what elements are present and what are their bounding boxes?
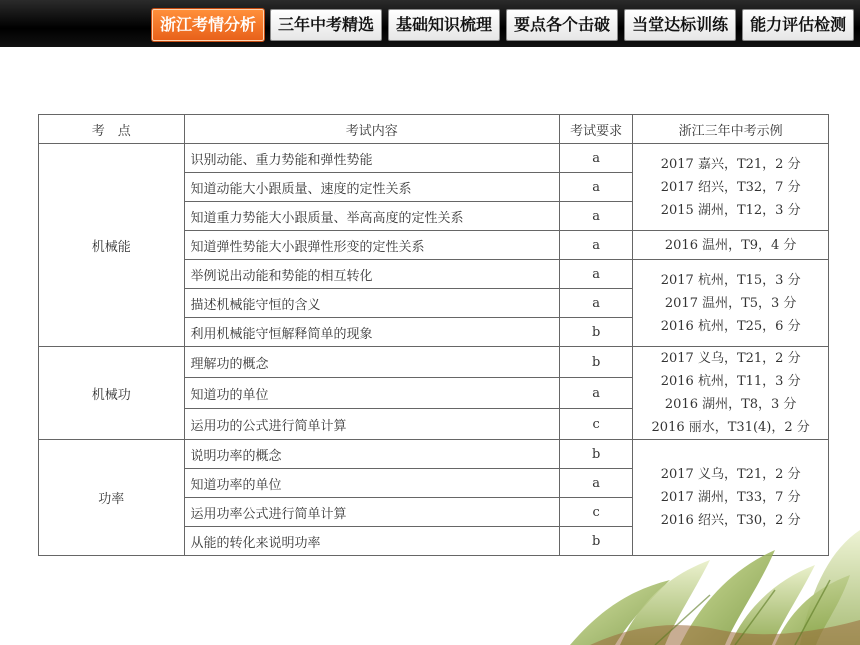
example-item: 2016 温州，T9，4 分 xyxy=(664,237,797,253)
example-item: 2017 湖州，T33，7 分 xyxy=(660,490,801,505)
example-item: 2017 义乌，T21，2 分 xyxy=(660,351,801,366)
requirement-cell: a xyxy=(559,202,632,231)
requirement-cell: c xyxy=(559,498,632,527)
example-item: 2017 杭州，T15，3 分 xyxy=(660,272,801,288)
requirement-cell: b xyxy=(559,347,632,378)
topic-cell: 机械功 xyxy=(39,347,185,440)
table-row xyxy=(39,347,829,378)
table-row xyxy=(39,144,829,173)
content-cell: 从能的转化来说明功率 xyxy=(184,527,559,556)
content-cell: 利用机械能守恒解释简单的现象 xyxy=(184,318,559,347)
example-item: 2015 湖州，T12，3 分 xyxy=(660,202,801,218)
requirement-cell: a xyxy=(559,260,632,289)
top-nav-bar xyxy=(0,0,860,47)
example-item: 2017 温州，T5，3 分 xyxy=(664,295,797,311)
tab-three-year-exams[interactable]: 三年中考精选 xyxy=(270,9,382,41)
table-header-row xyxy=(39,115,829,144)
examples-cell xyxy=(633,260,829,347)
example-item: 2016 绍兴，T30，2 分 xyxy=(660,513,801,528)
topic-cell: 机械能 xyxy=(39,144,185,347)
examples-cell xyxy=(633,144,829,231)
requirement-cell: a xyxy=(559,289,632,318)
content-cell: 知道功率的单位 xyxy=(184,469,559,498)
tab-basic-knowledge[interactable]: 基础知识梳理 xyxy=(388,9,500,41)
example-item: 2017 义乌，T21，2 分 xyxy=(660,467,801,482)
examples-cell xyxy=(633,347,829,440)
table-row xyxy=(39,440,829,469)
tab-ability-assessment[interactable]: 能力评估检测 xyxy=(742,9,854,41)
example-item: 2016 湖州，T8，3 分 xyxy=(664,397,797,412)
content-cell: 描述机械能守恒的含义 xyxy=(184,289,559,318)
example-item: 2016 杭州，T11，3 分 xyxy=(660,374,801,389)
content-cell: 知道重力势能大小跟质量、举高高度的定性关系 xyxy=(184,202,559,231)
content-cell: 知道弹性势能大小跟弹性形变的定性关系 xyxy=(184,231,559,260)
content-cell: 举例说出动能和势能的相互转化 xyxy=(184,260,559,289)
content-cell: 知道功的单位 xyxy=(184,378,559,409)
requirement-cell: a xyxy=(559,378,632,409)
content-cell: 理解功的概念 xyxy=(184,347,559,378)
header-requirement: 考试要求 xyxy=(559,115,632,144)
example-item: 2016 丽水，T31(4)，2 分 xyxy=(651,420,810,435)
exam-points-table xyxy=(38,114,829,556)
header-topic: 考 点 xyxy=(39,115,185,144)
tab-key-points[interactable]: 要点各个击破 xyxy=(506,9,618,41)
content-cell: 运用功的公式进行简单计算 xyxy=(184,409,559,440)
tab-zhejiang-analysis[interactable]: 浙江考情分析 xyxy=(152,9,264,41)
header-content: 考试内容 xyxy=(184,115,559,144)
requirement-cell: c xyxy=(559,409,632,440)
nav-tabs xyxy=(152,9,854,39)
leaf-decoration-image xyxy=(560,520,860,645)
tab-class-training[interactable]: 当堂达标训练 xyxy=(624,9,736,41)
requirement-cell: b xyxy=(559,527,632,556)
content-cell: 识别动能、重力势能和弹性势能 xyxy=(184,144,559,173)
content-cell: 知道动能大小跟质量、速度的定性关系 xyxy=(184,173,559,202)
examples-cell xyxy=(633,231,829,260)
requirement-cell: a xyxy=(559,231,632,260)
requirement-cell: a xyxy=(559,144,632,173)
example-item: 2016 杭州，T25，6 分 xyxy=(660,318,801,334)
requirement-cell: b xyxy=(559,318,632,347)
requirement-cell: a xyxy=(559,469,632,498)
header-examples: 浙江三年中考示例 xyxy=(633,115,829,144)
requirement-cell: b xyxy=(559,440,632,469)
example-item: 2017 嘉兴，T21，2 分 xyxy=(660,156,801,172)
content-cell: 说明功率的概念 xyxy=(184,440,559,469)
example-item: 2017 绍兴，T32，7 分 xyxy=(660,179,801,195)
requirement-cell: a xyxy=(559,173,632,202)
content-cell: 运用功率公式进行简单计算 xyxy=(184,498,559,527)
topic-cell: 功率 xyxy=(39,440,185,556)
